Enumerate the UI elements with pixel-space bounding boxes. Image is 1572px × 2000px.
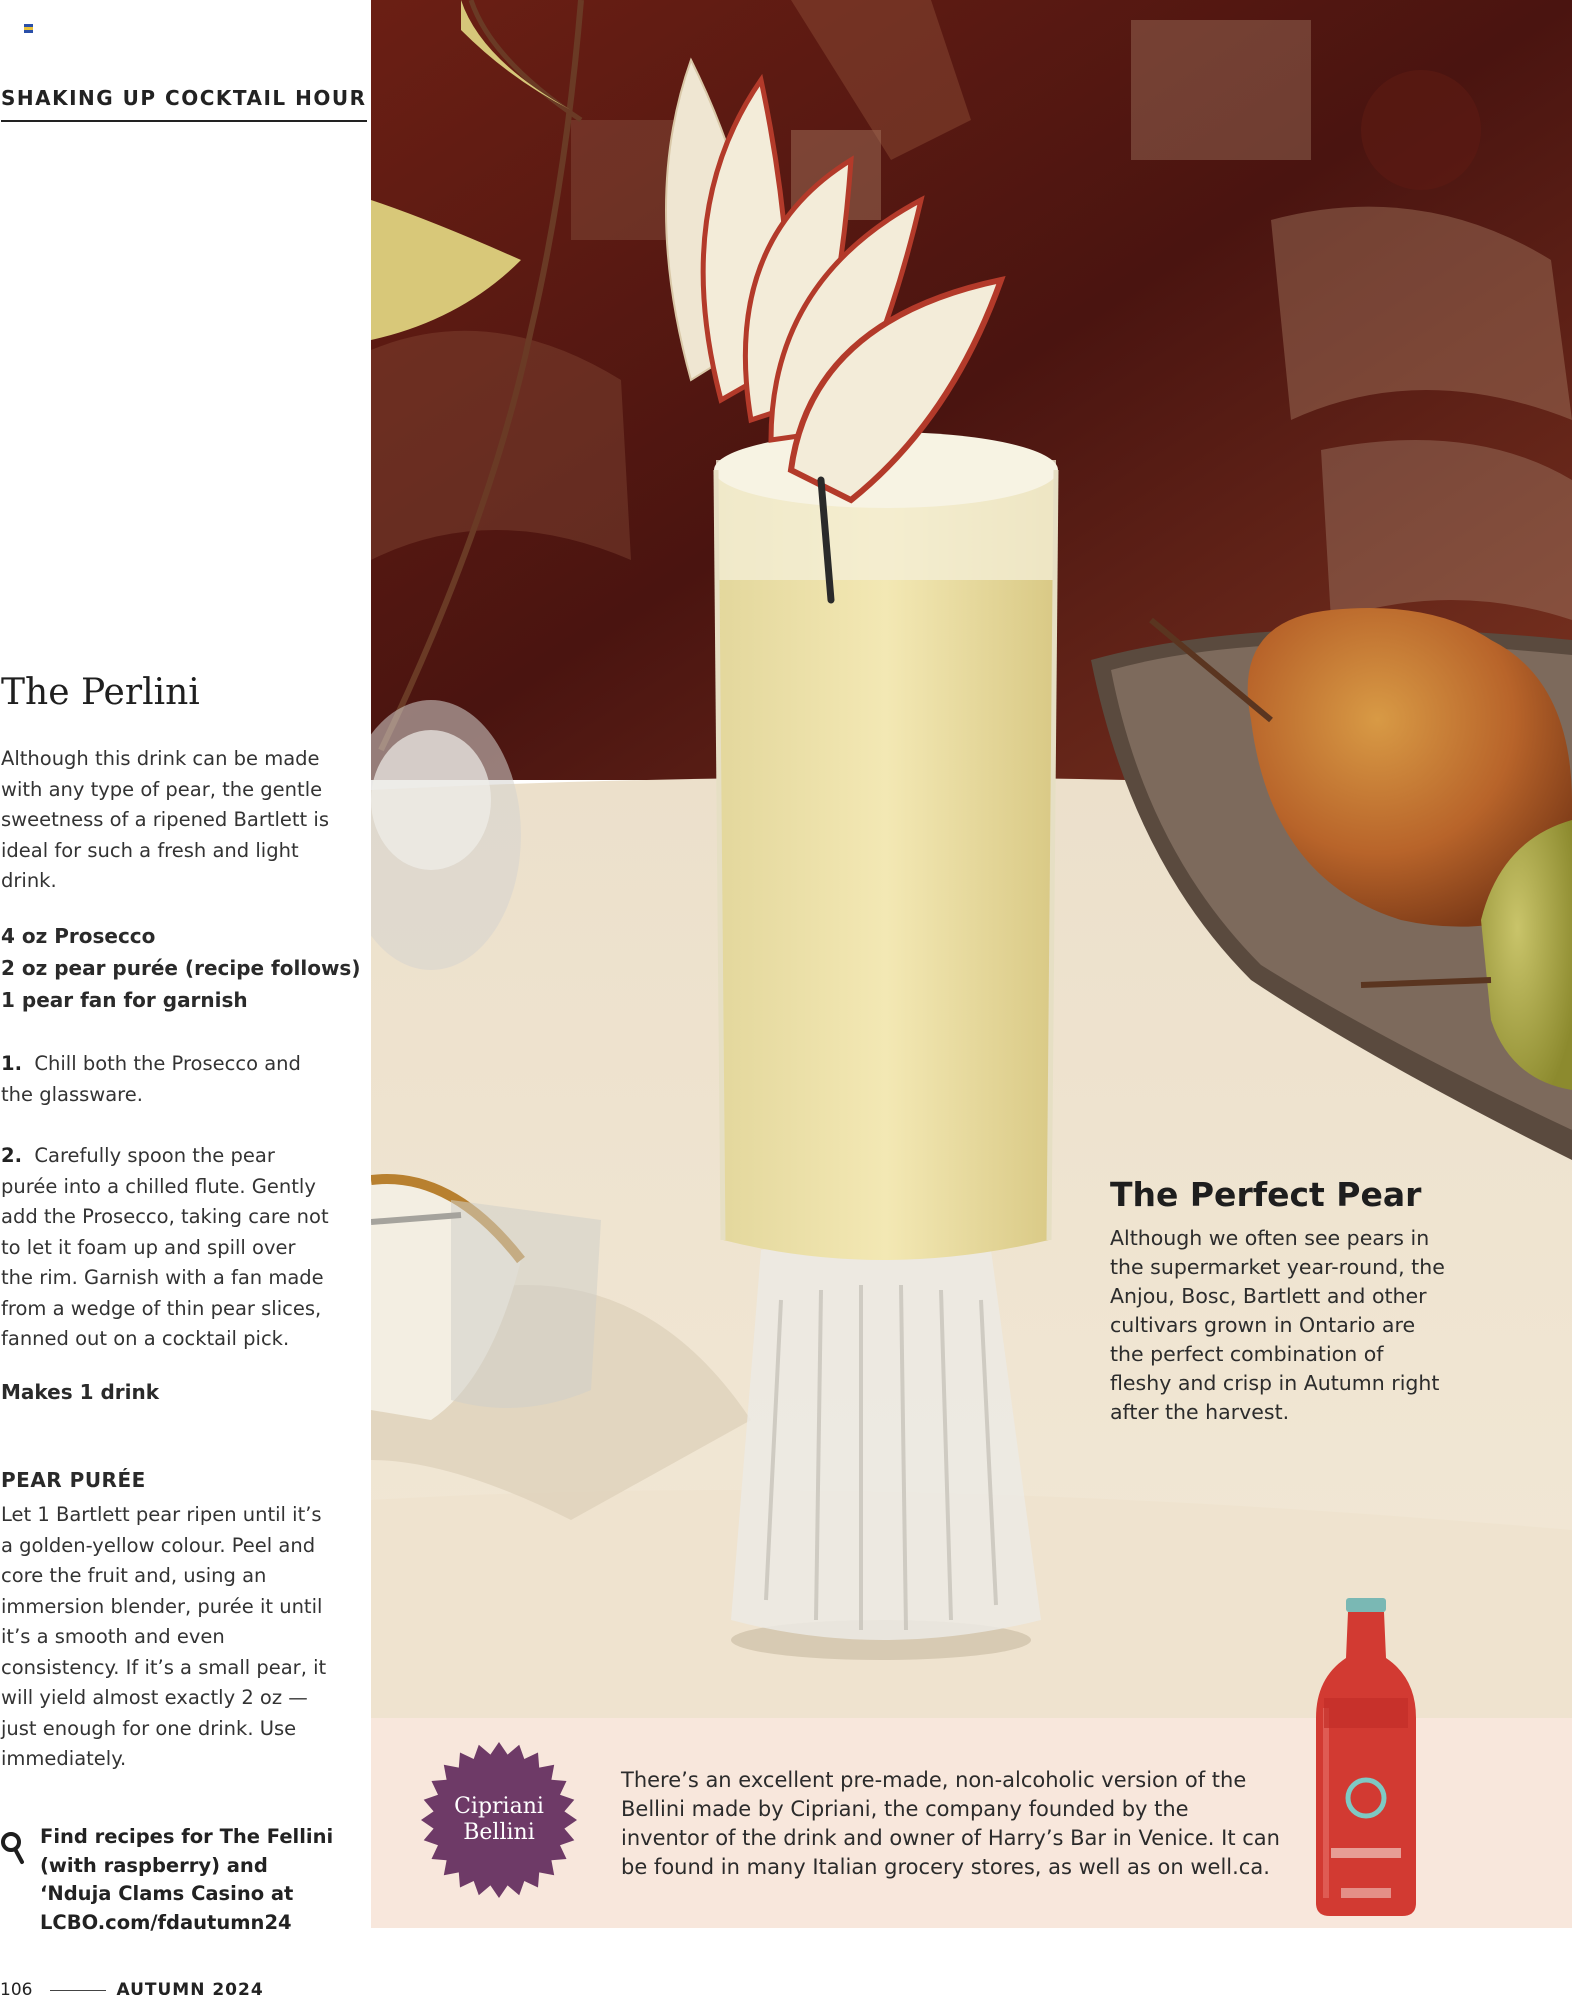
bellini-callout-text: There’s an excellent pre-made, non-alcoholic version of the Bellini made by Cipriani, the company founded by the inventor of the drink and owner of Harry’s Bar in Venice. It can be found in many Italian grocery stores, as well as on well.ca. [621, 1768, 1280, 1879]
ingredient-item: 1 pear fan for garnish [1, 988, 248, 1012]
recipe-yield: Makes 1 drink [1, 1380, 160, 1404]
cipriani-bellini-badge [419, 1740, 579, 1900]
recipe-step-2 [1, 1141, 331, 1355]
issue-label: AUTUMN 2024 [116, 1980, 264, 2000]
search-icon [0, 1831, 26, 1865]
badge-line-2: Bellini [463, 1820, 535, 1845]
bellini-callout [371, 1718, 1572, 1928]
section-label: SHAKING UP COCKTAIL HOUR [1, 86, 367, 122]
cipriani-bottle-image [1306, 1598, 1426, 1918]
badge-line-1: Cipriani [454, 1794, 544, 1819]
recipe-column [0, 0, 370, 2000]
find-more-text[interactable]: Find recipes for The Fellini (with raspberry) and ‘Nduja Clams Casino at LCBO.com/fdautumn24 [40, 1825, 334, 1934]
cocktail-photo [371, 0, 1572, 1718]
page-number: 106 [0, 1980, 33, 2000]
ingredient-item: 2 oz pear purée (recipe follows) [1, 956, 361, 980]
step-text: Carefully spoon the pear purée into a chilled flute. Gently add the Prosecco, taking care not to let it foam up and spill over the rim. Garnish with a fan made from a wedge of thin pear slices, fanned out on a cocktail pick. [1, 1144, 329, 1350]
perfect-pear-title: The Perfect Pear [1110, 1175, 1422, 1214]
puree-text: Let 1 Bartlett pear ripen until it’s a golden-yellow colour. Peel and core the fruit and, using an immersion blender, purée it until it’s a smooth and even consistency. If it’s a small pear, it will yield almost exactly 2 oz — just enough for one drink. Use immediately. [1, 1503, 327, 1770]
footer-rule [50, 1990, 106, 1991]
puree-title: PEAR PURÉE [1, 1468, 146, 1492]
perlini-photo-illustration [371, 0, 1572, 1718]
page-footer [0, 1980, 264, 2000]
step-text: Chill both the Prosecco and the glassware. [1, 1052, 301, 1106]
recipe-step-1 [1, 1049, 331, 1110]
step-number: 1. [1, 1052, 22, 1075]
recipe-intro: Although this drink can be made with any type of pear, the gentle sweetness of a ripened Bartlett is ideal for such a fresh and light drink. [1, 747, 329, 892]
perfect-pear-sidebar [1110, 1175, 1450, 1427]
recipe-title: The Perlini [1, 672, 200, 713]
flag-icon [24, 24, 33, 33]
ingredient-list [1, 920, 361, 1016]
step-number: 2. [1, 1144, 22, 1167]
badge-text [419, 1740, 579, 1900]
perfect-pear-text: Although we often see pears in the supermarket year-round, the Anjou, Bosc, Bartlett and other cultivars grown in Ontario are the perfect combination of fleshy and crisp in Autumn right after the harvest. [1110, 1226, 1445, 1424]
ingredient-item: 4 oz Prosecco [1, 924, 156, 948]
